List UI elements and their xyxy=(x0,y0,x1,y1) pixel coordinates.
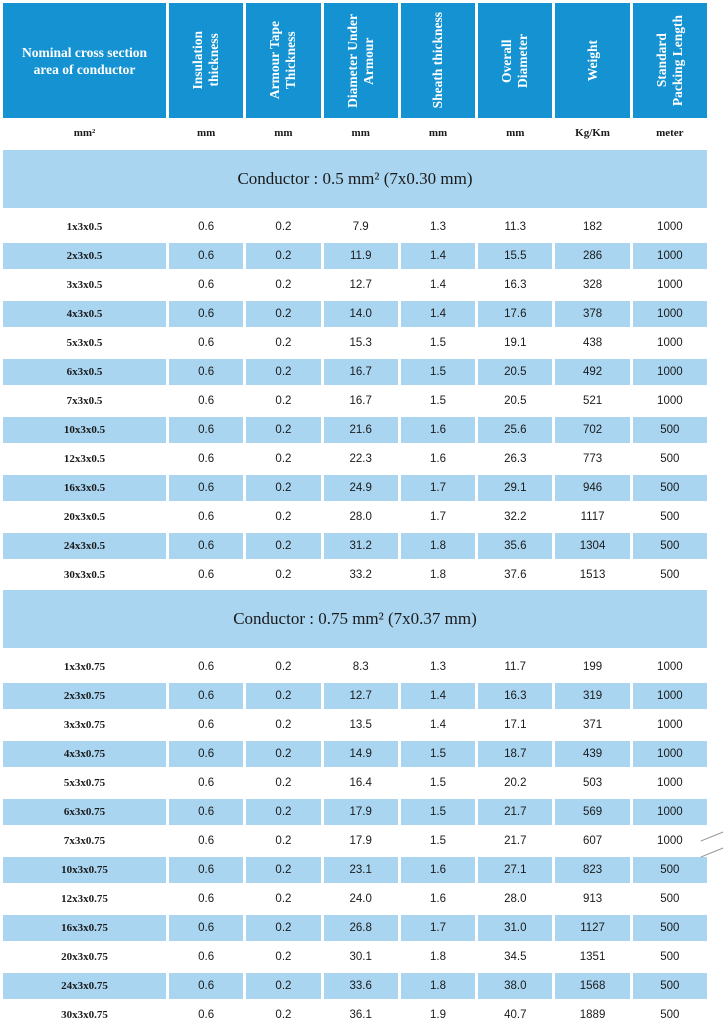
row-conductor-size: 4x3x0.75 xyxy=(3,741,166,767)
table-cell: 0.6 xyxy=(169,475,243,501)
header-armour-tape-thickness: Armour Tape Thickness xyxy=(246,3,320,118)
table-row xyxy=(3,654,707,680)
table-row xyxy=(3,1002,707,1028)
table-cell: 1.5 xyxy=(401,799,475,825)
table-row xyxy=(3,712,707,738)
table-cell: 438 xyxy=(582,337,603,349)
row-conductor-size: 6x3x0.75 xyxy=(3,799,166,825)
table-cell: 17.9 xyxy=(324,799,398,825)
table-cell: 13.5 xyxy=(349,719,372,731)
table-cell: 11.7 xyxy=(504,661,527,673)
table-cell: 1.5 xyxy=(429,777,446,789)
table-row xyxy=(3,828,707,854)
table-row xyxy=(3,562,707,588)
table-cell: 20.5 xyxy=(478,359,552,385)
table-cell: 1127 xyxy=(555,915,629,941)
table-cell: 500 xyxy=(660,893,680,905)
table-cell: 0.6 xyxy=(198,893,215,905)
table-cell: 1.8 xyxy=(429,569,446,581)
table-row xyxy=(3,683,707,709)
table-cell: 500 xyxy=(660,511,680,523)
table-cell: 0.2 xyxy=(275,453,292,465)
table-cell: 0.2 xyxy=(275,1009,292,1021)
unit-cell: Kg/Km xyxy=(575,127,610,139)
table-cell: 0.2 xyxy=(275,511,292,523)
table-cell: 1.6 xyxy=(429,453,446,465)
table-cell: 1.3 xyxy=(429,221,446,233)
section-0-75mm xyxy=(3,590,707,1028)
table-cell: 20.5 xyxy=(504,395,527,407)
unit-cell: mm xyxy=(506,127,525,139)
table-cell: 0.2 xyxy=(275,951,292,963)
table-cell: 1.6 xyxy=(429,893,446,905)
table-row xyxy=(3,330,707,356)
table-cell: 17.6 xyxy=(478,301,552,327)
table-cell: 28.0 xyxy=(504,893,527,905)
table-row xyxy=(3,741,707,767)
table-cell: 0.2 xyxy=(246,799,320,825)
table-cell: 0.6 xyxy=(169,243,243,269)
table-cell: 1.5 xyxy=(429,395,446,407)
table-cell: 28.0 xyxy=(349,511,372,523)
table-cell: 500 xyxy=(633,475,707,501)
table-cell: 773 xyxy=(582,453,603,465)
table-cell: 14.0 xyxy=(324,301,398,327)
table-row xyxy=(3,359,707,385)
table-cell: 500 xyxy=(633,973,707,999)
unit-cell: mm xyxy=(428,127,448,139)
table-cell: 12.7 xyxy=(324,683,398,709)
table-cell: 1.4 xyxy=(429,719,446,731)
table-cell: 1.5 xyxy=(401,741,475,767)
table-row xyxy=(3,301,707,327)
table-cell: 371 xyxy=(582,719,603,731)
table-row xyxy=(3,886,707,912)
cable-spec-table xyxy=(3,3,707,1028)
row-conductor-size: 6x3x0.5 xyxy=(3,359,166,385)
table-cell: 199 xyxy=(582,661,603,673)
table-cell: 0.6 xyxy=(198,951,215,963)
row-conductor-size: 1x3x0.75 xyxy=(63,661,106,673)
table-cell: 30.1 xyxy=(349,951,372,963)
table-row xyxy=(3,857,707,883)
table-cell: 0.6 xyxy=(169,301,243,327)
table-cell: 15.3 xyxy=(349,337,372,349)
table-cell: 1513 xyxy=(579,569,606,581)
row-conductor-size: 3x3x0.5 xyxy=(66,279,103,291)
table-cell: 0.6 xyxy=(198,835,215,847)
table-cell: 500 xyxy=(633,533,707,559)
table-cell: 500 xyxy=(633,857,707,883)
table-cell: 0.6 xyxy=(198,221,215,233)
table-cell: 0.2 xyxy=(275,835,292,847)
units-row xyxy=(3,118,707,148)
row-conductor-size: 10x3x0.5 xyxy=(3,417,166,443)
row-conductor-size: 20x3x0.75 xyxy=(61,951,108,963)
header-sheath-thickness: Sheath thickness xyxy=(401,3,475,118)
table-cell: 0.6 xyxy=(198,453,215,465)
row-conductor-size: 12x3x0.5 xyxy=(63,453,106,465)
table-cell: 0.6 xyxy=(169,799,243,825)
table-cell: 0.6 xyxy=(198,569,215,581)
table-cell: 607 xyxy=(582,835,603,847)
table-cell: 1000 xyxy=(657,279,683,291)
row-conductor-size: 30x3x0.75 xyxy=(61,1009,108,1021)
header-weight: Weight xyxy=(555,3,629,118)
table-cell: 1.5 xyxy=(429,337,446,349)
table-cell: 40.7 xyxy=(504,1009,527,1021)
table-row xyxy=(3,243,707,269)
table-cell: 319 xyxy=(555,683,629,709)
table-cell: 21.7 xyxy=(504,835,527,847)
table-cell: 1.8 xyxy=(401,973,475,999)
table-cell: 1000 xyxy=(633,741,707,767)
table-row xyxy=(3,973,707,999)
table-cell: 38.0 xyxy=(478,973,552,999)
table-cell: 33.2 xyxy=(349,569,372,581)
table-cell: 34.5 xyxy=(504,951,527,963)
table-cell: 17.9 xyxy=(349,835,372,847)
table-cell: 1000 xyxy=(633,683,707,709)
table-cell: 1351 xyxy=(579,951,606,963)
table-cell: 503 xyxy=(582,777,603,789)
table-cell: 0.2 xyxy=(246,475,320,501)
section-title: Conductor : 0.5 mm² (7x0.30 mm) xyxy=(3,150,707,208)
table-cell: 0.2 xyxy=(246,915,320,941)
table-cell: 0.6 xyxy=(169,683,243,709)
table-cell: 0.6 xyxy=(198,719,215,731)
row-conductor-size: 4x3x0.5 xyxy=(3,301,166,327)
table-cell: 32.2 xyxy=(504,511,527,523)
row-conductor-size: 2x3x0.75 xyxy=(3,683,166,709)
table-cell: 439 xyxy=(555,741,629,767)
row-conductor-size: 12x3x0.75 xyxy=(61,893,108,905)
table-cell: 16.7 xyxy=(349,395,372,407)
row-conductor-size: 2x3x0.5 xyxy=(3,243,166,269)
table-cell: 1000 xyxy=(633,799,707,825)
table-header xyxy=(3,3,707,118)
table-row xyxy=(3,388,707,414)
table-cell: 1000 xyxy=(657,221,683,233)
table-cell: 0.2 xyxy=(246,741,320,767)
table-cell: 18.7 xyxy=(478,741,552,767)
table-cell: 20.2 xyxy=(504,777,527,789)
table-cell: 1000 xyxy=(633,243,707,269)
header-overall-diameter: Overall Diameter xyxy=(478,3,552,118)
table-cell: 22.3 xyxy=(349,453,372,465)
table-row xyxy=(3,944,707,970)
table-cell: 15.5 xyxy=(478,243,552,269)
table-cell: 1000 xyxy=(657,337,683,349)
table-row xyxy=(3,417,707,443)
table-cell: 29.1 xyxy=(478,475,552,501)
row-conductor-size: 16x3x0.5 xyxy=(3,475,166,501)
table-cell: 0.6 xyxy=(169,741,243,767)
table-cell: 702 xyxy=(555,417,629,443)
table-cell: 19.1 xyxy=(504,337,527,349)
table-cell: 24.0 xyxy=(349,893,372,905)
unit-cell: mm xyxy=(196,127,216,139)
table-cell: 16.4 xyxy=(349,777,372,789)
table-cell: 0.2 xyxy=(246,973,320,999)
table-cell: 37.6 xyxy=(504,569,527,581)
table-cell: 328 xyxy=(582,279,603,291)
row-conductor-size: 16x3x0.75 xyxy=(3,915,166,941)
table-cell: 1.7 xyxy=(401,915,475,941)
table-cell: 0.6 xyxy=(198,395,215,407)
table-cell: 1568 xyxy=(555,973,629,999)
table-row xyxy=(3,504,707,530)
table-row xyxy=(3,475,707,501)
table-cell: 286 xyxy=(555,243,629,269)
table-cell: 36.1 xyxy=(349,1009,372,1021)
row-conductor-size: 20x3x0.5 xyxy=(63,511,106,523)
table-cell: 1304 xyxy=(555,533,629,559)
table-cell: 946 xyxy=(555,475,629,501)
row-conductor-size: 7x3x0.5 xyxy=(66,395,103,407)
table-cell: 24.9 xyxy=(324,475,398,501)
table-cell: 0.6 xyxy=(198,337,215,349)
table-cell: 0.2 xyxy=(246,359,320,385)
row-conductor-size: 1x3x0.5 xyxy=(66,221,103,233)
table-cell: 521 xyxy=(582,395,603,407)
table-row xyxy=(3,915,707,941)
header-insulation-thickness: Insulation thickness xyxy=(169,3,243,118)
table-cell: 1.5 xyxy=(401,359,475,385)
table-cell: 0.2 xyxy=(246,417,320,443)
table-cell: 0.6 xyxy=(169,973,243,999)
table-cell: 33.6 xyxy=(324,973,398,999)
table-cell: 16.3 xyxy=(504,279,527,291)
table-cell: 25.6 xyxy=(478,417,552,443)
table-row xyxy=(3,272,707,298)
table-cell: 1117 xyxy=(580,511,605,523)
table-cell: 7.9 xyxy=(352,221,369,233)
table-cell: 1889 xyxy=(579,1009,606,1021)
table-cell: 0.2 xyxy=(275,395,292,407)
table-cell: 1.3 xyxy=(429,661,446,673)
row-conductor-size: 7x3x0.75 xyxy=(63,835,106,847)
table-cell: 1.6 xyxy=(401,857,475,883)
table-cell: 31.2 xyxy=(324,533,398,559)
table-cell: 500 xyxy=(633,915,707,941)
table-cell: 12.7 xyxy=(349,279,372,291)
table-cell: 0.6 xyxy=(169,417,243,443)
table-cell: 11.3 xyxy=(504,221,527,233)
table-cell: 1.5 xyxy=(429,835,446,847)
table-cell: 0.6 xyxy=(198,511,215,523)
table-cell: 8.3 xyxy=(352,661,369,673)
table-cell: 1.9 xyxy=(429,1009,446,1021)
unit-cell: mm xyxy=(351,127,370,139)
table-cell: 500 xyxy=(633,417,707,443)
table-cell: 378 xyxy=(555,301,629,327)
table-row xyxy=(3,799,707,825)
table-cell: 0.2 xyxy=(275,569,292,581)
table-cell: 0.6 xyxy=(198,1009,215,1021)
section-title: Conductor : 0.75 mm² (7x0.37 mm) xyxy=(3,590,707,648)
table-cell: 0.6 xyxy=(169,915,243,941)
row-conductor-size: 10x3x0.75 xyxy=(3,857,166,883)
table-cell: 0.2 xyxy=(246,683,320,709)
table-cell: 17.1 xyxy=(504,719,527,731)
table-cell: 21.6 xyxy=(324,417,398,443)
table-row xyxy=(3,533,707,559)
table-cell: 0.2 xyxy=(275,777,292,789)
table-cell: 1000 xyxy=(657,395,683,407)
table-cell: 0.2 xyxy=(275,337,292,349)
table-cell: 1.8 xyxy=(429,951,446,963)
table-cell: 31.0 xyxy=(478,915,552,941)
table-cell: 1000 xyxy=(657,835,683,847)
table-cell: 0.6 xyxy=(169,857,243,883)
section-0-5mm xyxy=(3,150,707,588)
table-cell: 500 xyxy=(660,1009,680,1021)
table-cell: 823 xyxy=(555,857,629,883)
table-cell: 0.2 xyxy=(246,533,320,559)
table-cell: 0.6 xyxy=(169,533,243,559)
row-conductor-size: 3x3x0.75 xyxy=(63,719,106,731)
table-cell: 1.4 xyxy=(429,279,446,291)
table-cell: 0.6 xyxy=(198,777,215,789)
table-cell: 0.6 xyxy=(198,661,215,673)
table-cell: 1.4 xyxy=(401,243,475,269)
table-cell: 0.2 xyxy=(275,221,292,233)
table-cell: 1.8 xyxy=(401,533,475,559)
table-cell: 26.3 xyxy=(504,453,527,465)
unit-cell: mm² xyxy=(73,127,96,139)
table-cell: 1000 xyxy=(633,301,707,327)
table-cell: 0.2 xyxy=(246,857,320,883)
table-cell: 0.2 xyxy=(275,893,292,905)
table-cell: 0.2 xyxy=(275,719,292,731)
table-cell: 569 xyxy=(555,799,629,825)
table-cell: 0.2 xyxy=(246,243,320,269)
row-conductor-size: 24x3x0.75 xyxy=(3,973,166,999)
table-cell: 0.6 xyxy=(198,279,215,291)
table-cell: 11.9 xyxy=(324,243,398,269)
table-cell: 500 xyxy=(660,569,680,581)
header-diameter-under-armour: Diameter Under Armour xyxy=(324,3,398,118)
table-cell: 1000 xyxy=(633,359,707,385)
table-cell: 1.4 xyxy=(401,301,475,327)
table-cell: 1000 xyxy=(657,777,683,789)
unit-cell: mm xyxy=(274,127,293,139)
table-cell: 1.6 xyxy=(401,417,475,443)
table-cell: 1.7 xyxy=(401,475,475,501)
table-cell: 1000 xyxy=(657,661,683,673)
header-standard-packing-length: Standard Packing Length xyxy=(633,3,707,118)
table-cell: 500 xyxy=(660,453,680,465)
table-cell: 1.7 xyxy=(429,511,446,523)
table-cell: 1000 xyxy=(657,719,683,731)
table-row xyxy=(3,770,707,796)
table-cell: 0.2 xyxy=(275,279,292,291)
row-conductor-size: 5x3x0.75 xyxy=(63,777,106,789)
table-cell: 492 xyxy=(555,359,629,385)
row-conductor-size: 30x3x0.5 xyxy=(63,569,106,581)
table-row xyxy=(3,214,707,240)
header-nominal-cross-section: Nominal cross section area of conductor xyxy=(3,3,166,118)
table-cell: 0.2 xyxy=(275,661,292,673)
table-cell: 26.8 xyxy=(324,915,398,941)
table-cell: 913 xyxy=(582,893,603,905)
table-cell: 0.2 xyxy=(246,301,320,327)
table-cell: 14.9 xyxy=(324,741,398,767)
table-cell: 16.3 xyxy=(478,683,552,709)
table-cell: 21.7 xyxy=(478,799,552,825)
row-conductor-size: 24x3x0.5 xyxy=(3,533,166,559)
table-cell: 16.7 xyxy=(324,359,398,385)
table-cell: 27.1 xyxy=(478,857,552,883)
table-cell: 182 xyxy=(582,221,603,233)
table-cell: 35.6 xyxy=(478,533,552,559)
table-cell: 500 xyxy=(660,951,680,963)
table-cell: 23.1 xyxy=(324,857,398,883)
row-conductor-size: 5x3x0.5 xyxy=(66,337,103,349)
table-cell: 0.6 xyxy=(169,359,243,385)
table-cell: 1.4 xyxy=(401,683,475,709)
unit-cell: meter xyxy=(656,127,684,139)
table-row xyxy=(3,446,707,472)
